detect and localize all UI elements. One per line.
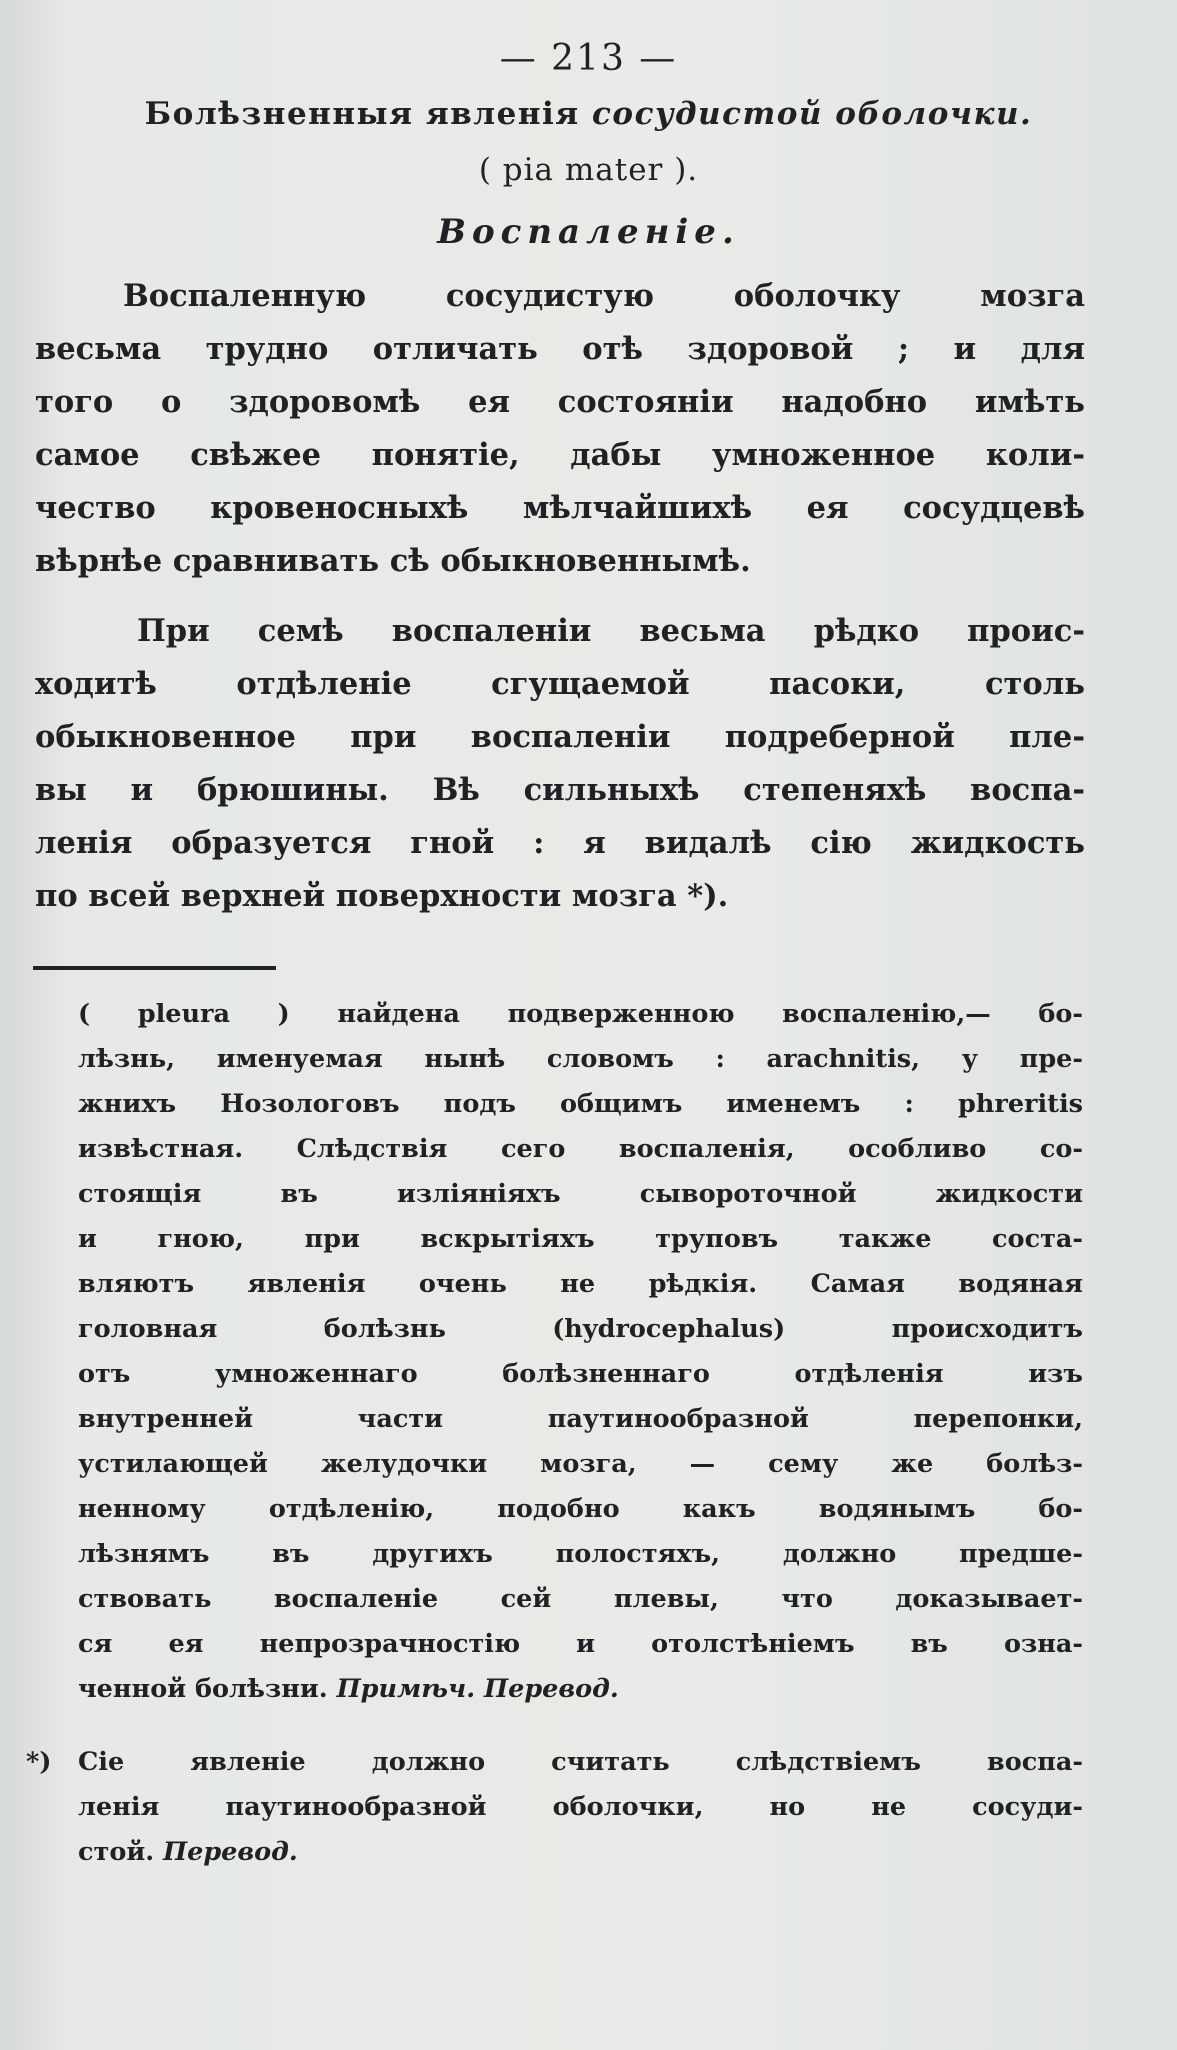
footnote-text: стой. — [78, 1837, 164, 1867]
text-line: ленія образуется гной : я видалѣ сію жидкость — [35, 825, 1085, 861]
footnote-line: внутренней части паутинообразной перепонки, — [78, 1404, 1083, 1434]
footnote-star — [26, 1740, 1083, 1875]
footnote-line: Сіе явленіе должно считать слѣдствіемъ воспа- — [78, 1747, 1083, 1777]
footnote-divider — [33, 966, 276, 970]
footnote-line: ствовать воспаленіе сей плевы, что доказывает- — [78, 1584, 1083, 1614]
footnote-line: жнихъ Нозологовъ подъ общимъ именемъ : phreritis — [78, 1089, 1083, 1119]
footnote-line: извѣстная. Слѣдствія сего воспаленія, особливо со- — [78, 1134, 1083, 1164]
footnote-line: ненному отдѣленію, подобно какъ водянымъ бо- — [78, 1494, 1083, 1524]
footnote-line: устилающей желудочки мозга, — сему же болѣз- — [78, 1449, 1083, 1479]
footnote-line: ленія паутинообразной оболочки, но не сосуди- — [78, 1792, 1083, 1822]
footnote-line: вляютъ явленія очень не рѣдкія. Самая водяная — [78, 1269, 1083, 1299]
text-line: вѣрнѣе сравнивать сѣ обыкновеннымѣ. — [35, 543, 751, 579]
footnote-continued — [78, 992, 1083, 1712]
footnote-line: лѣзнь, именуемая нынѣ словомъ : arachnitis, у пре- — [78, 1044, 1083, 1074]
text-line: вы и брюшины. Вѣ сильныхѣ степеняхѣ воспа- — [35, 772, 1085, 808]
chapter-heading — [0, 96, 1177, 132]
footnote-line: стоящія въ изліяніяхъ сывороточной жидкости — [78, 1179, 1083, 1209]
footnote-line: лѣзнямъ въ другихъ полостяхъ, должно предше- — [78, 1539, 1083, 1569]
footnote-last-line — [78, 1830, 1083, 1875]
section-title: Воспаленіе. — [437, 212, 740, 252]
heading-plain: Болѣзненныя явленія — [144, 96, 593, 132]
footnote-line: ( pleura ) найдена подверженною воспаленію,— бо- — [78, 999, 1083, 1029]
footnote-line: ся ея непрозрачностію и отолстѣніемъ въ озна- — [78, 1629, 1083, 1659]
text-line: чество кровеносныхѣ мѣлчайшихѣ ея сосудцевѣ — [35, 490, 1085, 526]
footnote-line: отъ умноженнаго болѣзненнаго отдѣленія изъ — [78, 1359, 1083, 1389]
latin-subheading: ( pia mater ). — [478, 152, 699, 188]
translator-note: Перевод. — [163, 1837, 298, 1867]
page-number: — 213 — — [499, 38, 678, 79]
text-line: весьма трудно отличать отѣ здоровой ; и для — [35, 331, 1085, 367]
footnote-line: головная болѣзнь (hydrocephalus) происходитъ — [78, 1314, 1083, 1344]
text-line: того о здоровомѣ ея состояніи надобно имѣть — [35, 384, 1085, 420]
footnote-marker: *) — [26, 1747, 52, 1777]
footnote-text: ченной болѣзни. — [78, 1674, 337, 1704]
paragraph-2 — [35, 605, 1085, 923]
text-line: ходитѣ отдѣленіе сгущаемой пасоки, столь — [35, 666, 1085, 702]
text-line: самое свѣжее понятіе, дабы умноженное коли- — [35, 437, 1085, 473]
heading-italic: сосудистой оболочки. — [592, 96, 1033, 132]
text-line: Воспаленную сосудистую оболочку мозга — [123, 278, 1085, 314]
text-line: обыкновенное при воспаленіи подреберной пле- — [35, 719, 1085, 755]
translator-note: Примѣч. Перевод. — [336, 1674, 619, 1704]
text-line: по всей верхней поверхности мозга *). — [35, 878, 729, 914]
text-line: При семѣ воспаленіи весьма рѣдко проис- — [137, 613, 1085, 649]
paragraph-1 — [35, 270, 1085, 588]
footnote-last-line — [78, 1667, 1083, 1712]
footnote-line: и гною, при вскрытіяхъ труповъ также соста- — [78, 1224, 1083, 1254]
